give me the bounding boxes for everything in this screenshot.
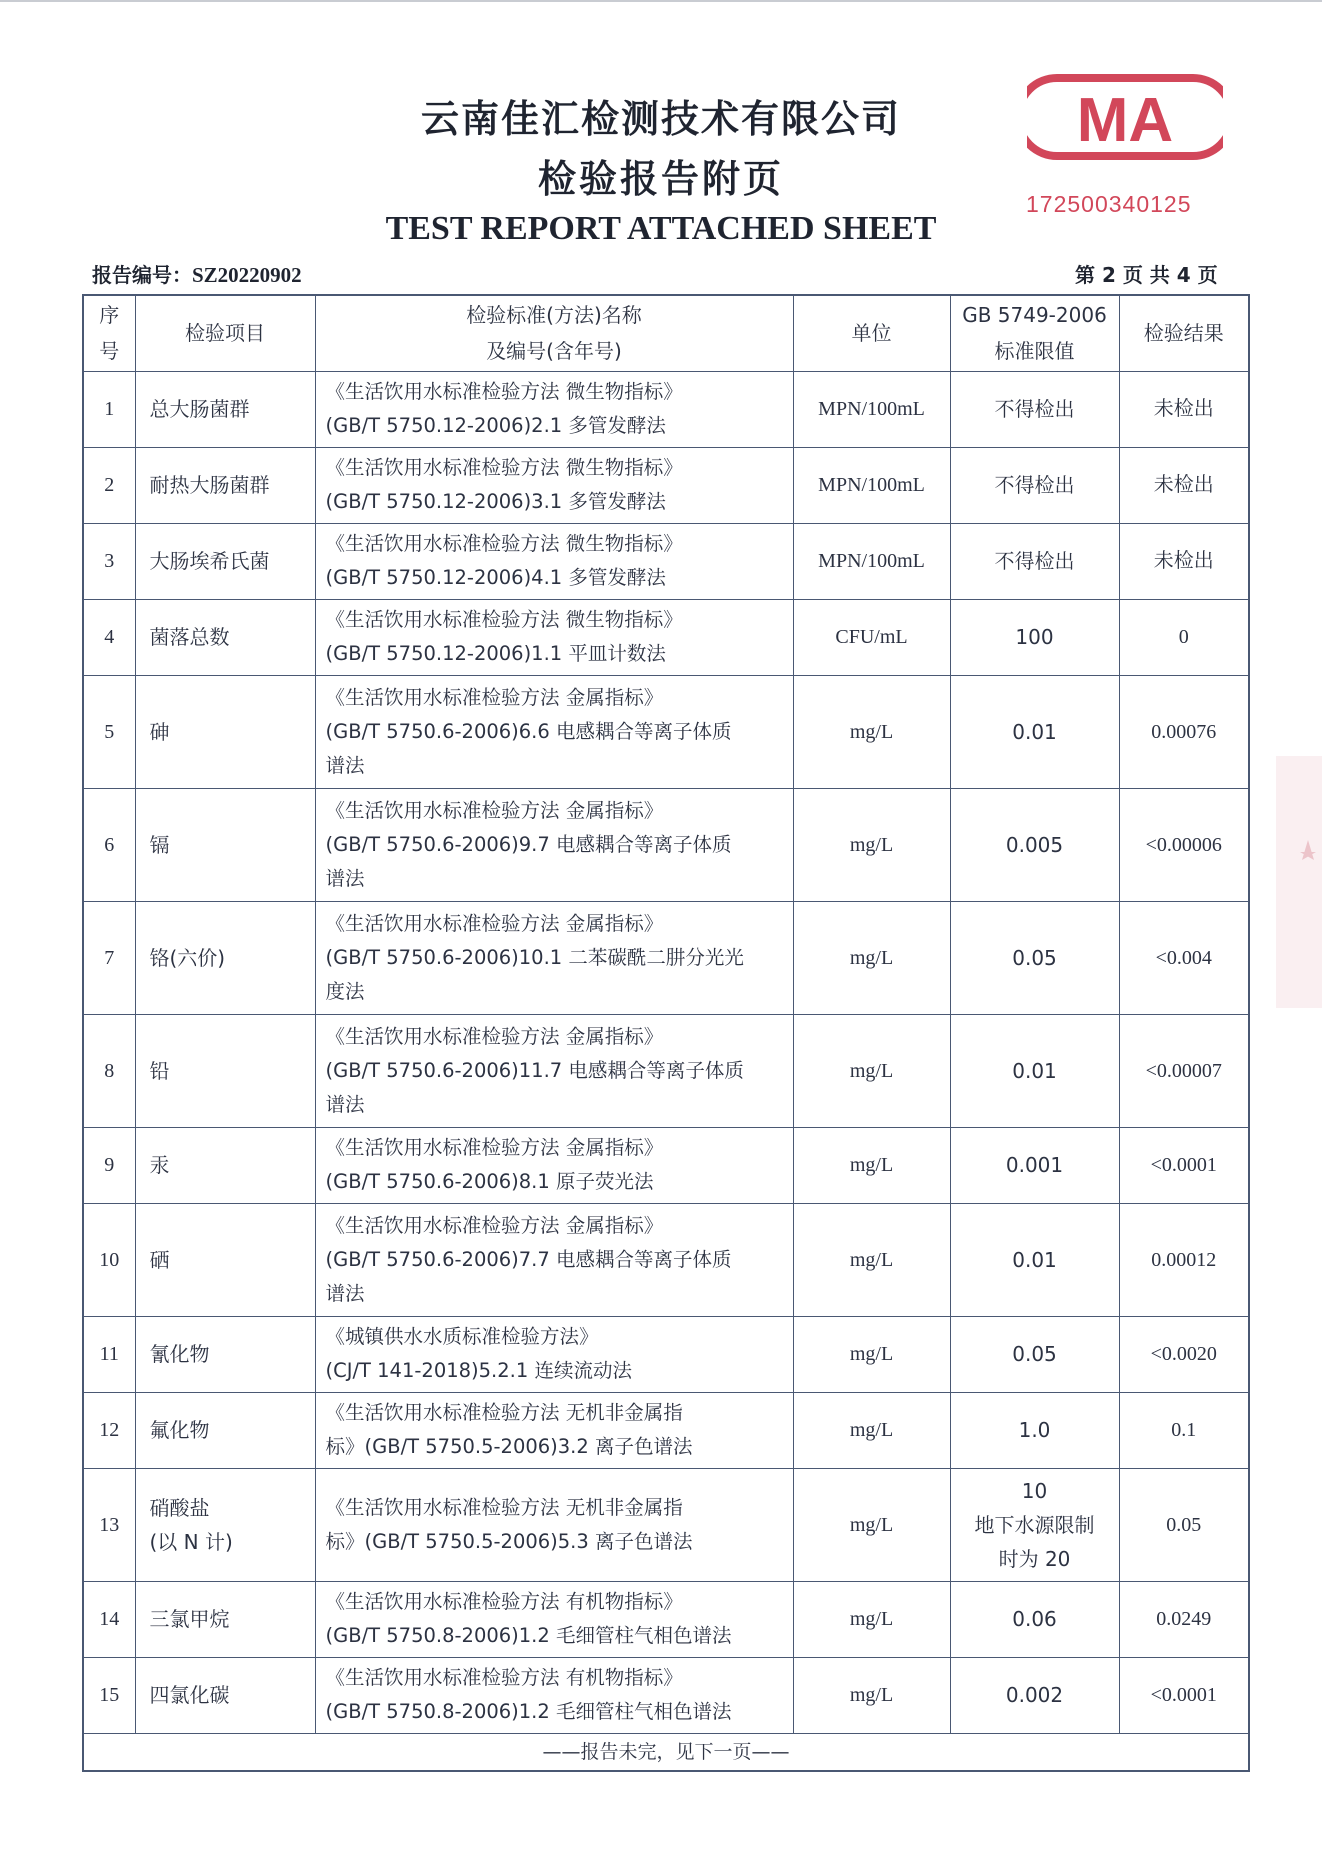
test-method-line: (GB/T 5750.6-2006)7.7 电感耦合等离子体质 bbox=[325, 1247, 732, 1271]
test-item: 三氯甲烷 bbox=[135, 1581, 315, 1657]
test-result: 0.00076 bbox=[1119, 675, 1249, 788]
test-method-line: (GB/T 5750.6-2006)11.7 电感耦合等离子体质 bbox=[325, 1058, 744, 1082]
test-method bbox=[315, 371, 793, 447]
test-item: 氰化物 bbox=[135, 1316, 315, 1392]
test-item: 氟化物 bbox=[135, 1392, 315, 1468]
test-method bbox=[315, 1581, 793, 1657]
table-row bbox=[83, 1392, 1249, 1468]
test-item: 硒 bbox=[135, 1203, 315, 1316]
test-method bbox=[315, 1014, 793, 1127]
unit: mg/L bbox=[793, 788, 950, 901]
test-result: <0.00006 bbox=[1119, 788, 1249, 901]
row-number: 14 bbox=[83, 1581, 135, 1657]
row-number: 5 bbox=[83, 675, 135, 788]
seal-stamp-fragment bbox=[1270, 752, 1322, 1012]
test-method-line: 《生活饮用水标准检验方法 无机非金属指 bbox=[325, 1495, 683, 1519]
table-row bbox=[83, 599, 1249, 675]
test-item: 总大肠菌群 bbox=[135, 371, 315, 447]
col-header-method-line1: 检验标准(方法)名称 bbox=[466, 303, 642, 328]
test-method-line: 《生活饮用水标准检验方法 微生物指标》 bbox=[325, 380, 683, 403]
test-method bbox=[315, 1392, 793, 1468]
standard-limit: 0.06 bbox=[950, 1581, 1119, 1657]
test-item: 耐热大肠菌群 bbox=[135, 447, 315, 523]
table-row bbox=[83, 1316, 1249, 1392]
test-item: 铅 bbox=[135, 1014, 315, 1127]
unit: mg/L bbox=[793, 1127, 950, 1203]
row-number: 6 bbox=[83, 788, 135, 901]
col-header-result: 检验结果 bbox=[1119, 295, 1249, 371]
col-header-limit-line2: 标准限值 bbox=[994, 339, 1075, 364]
test-method-line: 《生活饮用水标准检验方法 有机物指标》 bbox=[325, 1666, 683, 1689]
test-result: <0.00007 bbox=[1119, 1014, 1249, 1127]
test-method-line: 《生活饮用水标准检验方法 金属指标》 bbox=[325, 1136, 664, 1159]
report-subtitle: 检验报告附页 bbox=[537, 157, 784, 201]
test-method-line: 《生活饮用水标准检验方法 金属指标》 bbox=[325, 1213, 664, 1237]
test-method-line: 谱法 bbox=[325, 866, 365, 890]
unit: mg/L bbox=[793, 1014, 950, 1127]
test-method-line: (GB/T 5750.8-2006)1.2 毛细管柱气相色谱法 bbox=[325, 1624, 732, 1647]
cma-certificate-number: 172500340125 bbox=[1026, 191, 1192, 217]
table-row bbox=[83, 675, 1249, 788]
test-method bbox=[315, 1316, 793, 1392]
test-method-line: (GB/T 5750.8-2006)1.2 毛细管柱气相色谱法 bbox=[325, 1700, 732, 1723]
test-method-line: 标》(GB/T 5750.5-2006)3.2 离子色谱法 bbox=[325, 1435, 693, 1458]
test-method bbox=[315, 1203, 793, 1316]
standard-limit-line: 时为 20 bbox=[998, 1546, 1071, 1571]
test-result: <0.0001 bbox=[1119, 1657, 1249, 1733]
row-number: 2 bbox=[83, 447, 135, 523]
test-method bbox=[315, 1127, 793, 1203]
test-method-line: 《城镇供水水质标准检验方法》 bbox=[325, 1325, 599, 1348]
test-result: 未检出 bbox=[1119, 523, 1249, 599]
col-header-limit-line1: GB 5749-2006 bbox=[962, 303, 1107, 328]
test-method-line: 谱法 bbox=[325, 753, 365, 777]
test-method bbox=[315, 1468, 793, 1581]
test-method-line: 度法 bbox=[325, 979, 365, 1003]
unit: mg/L bbox=[793, 1392, 950, 1468]
test-method-line: (GB/T 5750.12-2006)4.1 多管发酵法 bbox=[325, 566, 666, 589]
standard-limit: 不得检出 bbox=[950, 371, 1119, 447]
col-header-unit: 单位 bbox=[793, 295, 950, 371]
test-result: 0 bbox=[1119, 599, 1249, 675]
col-header-no bbox=[83, 295, 135, 371]
test-method-line: (GB/T 5750.12-2006)2.1 多管发酵法 bbox=[325, 414, 666, 437]
unit: mg/L bbox=[793, 675, 950, 788]
cma-logo-text: MA bbox=[1076, 86, 1174, 155]
test-item: 大肠埃希氏菌 bbox=[135, 523, 315, 599]
test-method-line: 《生活饮用水标准检验方法 有机物指标》 bbox=[325, 1590, 683, 1613]
unit: MPN/100mL bbox=[793, 371, 950, 447]
test-method-line: 《生活饮用水标准检验方法 微生物指标》 bbox=[325, 456, 683, 479]
test-item: 镉 bbox=[135, 788, 315, 901]
test-method-line: (GB/T 5750.6-2006)8.1 原子荧光法 bbox=[325, 1170, 654, 1193]
test-method-line: 谱法 bbox=[325, 1092, 365, 1116]
row-number: 12 bbox=[83, 1392, 135, 1468]
test-method-line: 《生活饮用水标准检验方法 金属指标》 bbox=[325, 1024, 664, 1048]
unit: MPN/100mL bbox=[793, 447, 950, 523]
test-method bbox=[315, 788, 793, 901]
test-method-line: 《生活饮用水标准检验方法 微生物指标》 bbox=[325, 532, 683, 555]
test-result: <0.0020 bbox=[1119, 1316, 1249, 1392]
table-row bbox=[83, 1468, 1249, 1581]
test-method-line: (CJ/T 141-2018)5.2.1 连续流动法 bbox=[325, 1359, 632, 1382]
test-item: 菌落总数 bbox=[135, 599, 315, 675]
unit: MPN/100mL bbox=[793, 523, 950, 599]
unit: CFU/mL bbox=[793, 599, 950, 675]
test-method-line: 《生活饮用水标准检验方法 微生物指标》 bbox=[325, 608, 683, 631]
test-result: 未检出 bbox=[1119, 371, 1249, 447]
test-result: <0.0001 bbox=[1119, 1127, 1249, 1203]
standard-limit: 0.05 bbox=[950, 901, 1119, 1014]
table-row bbox=[83, 523, 1249, 599]
table-row bbox=[83, 447, 1249, 523]
test-method-line: (GB/T 5750.12-2006)3.1 多管发酵法 bbox=[325, 490, 666, 513]
test-method bbox=[315, 1657, 793, 1733]
table-row bbox=[83, 1581, 1249, 1657]
report-number bbox=[92, 259, 302, 288]
test-method-line: 《生活饮用水标准检验方法 金属指标》 bbox=[325, 798, 664, 822]
unit: mg/L bbox=[793, 1657, 950, 1733]
row-number: 1 bbox=[83, 371, 135, 447]
page-indicator: 第 2 页 共 4 页 bbox=[1075, 263, 1218, 287]
test-item: 汞 bbox=[135, 1127, 315, 1203]
table-footer-row bbox=[83, 1733, 1249, 1771]
table-row bbox=[83, 1014, 1249, 1127]
test-method-line: (GB/T 5750.12-2006)1.1 平皿计数法 bbox=[325, 642, 666, 665]
test-result: 0.1 bbox=[1119, 1392, 1249, 1468]
standard-limit-line: 10 bbox=[1021, 1478, 1048, 1503]
row-number: 4 bbox=[83, 599, 135, 675]
standard-limit: 不得检出 bbox=[950, 523, 1119, 599]
test-item-line: 硝酸盐 bbox=[149, 1495, 210, 1520]
col-header-item: 检验项目 bbox=[135, 295, 315, 371]
top-scan-line bbox=[0, 0, 1322, 2]
standard-limit: 不得检出 bbox=[950, 447, 1119, 523]
test-result: 0.00012 bbox=[1119, 1203, 1249, 1316]
test-method-line: 《生活饮用水标准检验方法 金属指标》 bbox=[325, 911, 664, 935]
col-header-limit bbox=[950, 295, 1119, 371]
test-method-line: 《生活饮用水标准检验方法 无机非金属指 bbox=[325, 1401, 683, 1424]
standard-limit: 0.01 bbox=[950, 1203, 1119, 1316]
col-header-no-line2: 号 bbox=[99, 339, 120, 364]
standard-limit: 0.05 bbox=[950, 1316, 1119, 1392]
row-number: 7 bbox=[83, 901, 135, 1014]
row-number: 3 bbox=[83, 523, 135, 599]
test-method-line: (GB/T 5750.6-2006)10.1 二苯碳酰二肼分光光 bbox=[325, 945, 744, 969]
standard-limit: 1.0 bbox=[950, 1392, 1119, 1468]
standard-limit bbox=[950, 1468, 1119, 1581]
col-header-no-line1: 序 bbox=[99, 303, 120, 328]
standard-limit: 0.001 bbox=[950, 1127, 1119, 1203]
row-number: 9 bbox=[83, 1127, 135, 1203]
table-row bbox=[83, 1127, 1249, 1203]
test-method-line: 谱法 bbox=[325, 1281, 365, 1305]
continuation-note: ——报告未完，见下一页—— bbox=[83, 1733, 1249, 1771]
report-number-value: SZ20220902 bbox=[192, 263, 302, 287]
standard-limit: 0.002 bbox=[950, 1657, 1119, 1733]
test-result: 0.05 bbox=[1119, 1468, 1249, 1581]
row-number: 10 bbox=[83, 1203, 135, 1316]
test-result: <0.004 bbox=[1119, 901, 1249, 1014]
test-method bbox=[315, 901, 793, 1014]
standard-limit: 0.01 bbox=[950, 675, 1119, 788]
test-result: 0.0249 bbox=[1119, 1581, 1249, 1657]
test-method bbox=[315, 447, 793, 523]
test-item-line: (以 N 计) bbox=[149, 1529, 233, 1554]
report-number-label: 报告编号： bbox=[92, 263, 192, 287]
table-header-row bbox=[83, 295, 1249, 371]
test-method-line: (GB/T 5750.6-2006)9.7 电感耦合等离子体质 bbox=[325, 832, 732, 856]
unit: mg/L bbox=[793, 1468, 950, 1581]
row-number: 15 bbox=[83, 1657, 135, 1733]
standard-limit: 0.01 bbox=[950, 1014, 1119, 1127]
report-title-en: TEST REPORT ATTACHED SHEET bbox=[385, 210, 937, 247]
table-row bbox=[83, 1203, 1249, 1316]
unit: mg/L bbox=[793, 1316, 950, 1392]
test-item: 铬(六价) bbox=[135, 901, 315, 1014]
table-row bbox=[83, 371, 1249, 447]
test-method bbox=[315, 675, 793, 788]
row-number: 8 bbox=[83, 1014, 135, 1127]
standard-limit-line: 地下水源限制 bbox=[974, 1512, 1095, 1537]
col-header-method-line2: 及编号(含年号) bbox=[486, 339, 622, 364]
unit: mg/L bbox=[793, 901, 950, 1014]
test-results-table bbox=[82, 294, 1250, 1772]
standard-limit: 100 bbox=[950, 599, 1119, 675]
test-item: 砷 bbox=[135, 675, 315, 788]
test-method-line: 标》(GB/T 5750.5-2006)5.3 离子色谱法 bbox=[325, 1529, 693, 1553]
test-result: 未检出 bbox=[1119, 447, 1249, 523]
col-header-method bbox=[315, 295, 793, 371]
unit: mg/L bbox=[793, 1203, 950, 1316]
test-method-line: 《生活饮用水标准检验方法 金属指标》 bbox=[325, 685, 664, 709]
row-number: 11 bbox=[83, 1316, 135, 1392]
test-method bbox=[315, 599, 793, 675]
test-method bbox=[315, 523, 793, 599]
table-row bbox=[83, 788, 1249, 901]
standard-limit: 0.005 bbox=[950, 788, 1119, 901]
test-item bbox=[135, 1468, 315, 1581]
table-row bbox=[83, 901, 1249, 1014]
unit: mg/L bbox=[793, 1581, 950, 1657]
test-method-line: (GB/T 5750.6-2006)6.6 电感耦合等离子体质 bbox=[325, 719, 732, 743]
table-row bbox=[83, 1657, 1249, 1733]
company-title: 云南佳汇检测技术有限公司 bbox=[420, 97, 901, 141]
cma-logo-icon bbox=[1027, 70, 1223, 164]
row-number: 13 bbox=[83, 1468, 135, 1581]
test-item: 四氯化碳 bbox=[135, 1657, 315, 1733]
